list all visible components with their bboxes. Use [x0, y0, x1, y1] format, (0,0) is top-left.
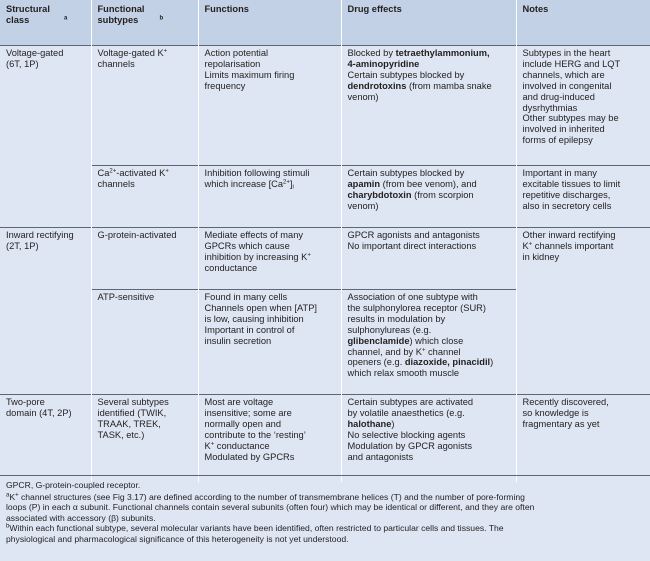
cell-notes: [516, 395, 650, 482]
cell-drug-effects: [341, 228, 516, 290]
text-segment: ATP-sensitive: [97, 292, 155, 302]
structural-class-line: domain (4T, 2P): [6, 407, 72, 418]
cell-notes-line: [523, 230, 647, 241]
cell-drug-effects-line: [348, 81, 512, 92]
cell-functional-subtype: [91, 166, 198, 228]
cell-notes: [516, 290, 650, 395]
text-segment: identified (TWIK,: [97, 407, 167, 418]
cell-functions: [198, 290, 341, 395]
cell-notes-line: [523, 419, 647, 430]
cell-functions-line: [205, 452, 337, 463]
text-segment: Voltage-gated K: [97, 48, 164, 58]
cell-functions-line: [205, 314, 337, 325]
table-row: [0, 46, 650, 166]
text-segment: channels: [97, 58, 135, 69]
cell-drug-effects-line: [348, 452, 512, 463]
text-segment: Certain subtypes are activated: [347, 397, 474, 407]
header-notes: Notes: [516, 0, 650, 46]
cell-drug-effects-line: [348, 92, 512, 103]
cell-functions-line: [205, 48, 337, 59]
cell-drug-effects-line: [348, 70, 512, 81]
cell-drug-effects: [341, 290, 516, 395]
text-segment: Ca: [97, 168, 110, 178]
cell-notes-line: [523, 59, 647, 70]
text-segment: frequency: [204, 80, 246, 91]
cell-drug-effects-line: [348, 368, 512, 379]
subscript: i: [292, 184, 294, 191]
text-segment: venom): [347, 91, 379, 102]
cell-notes-line: [523, 135, 647, 146]
text-segment: -activated K: [116, 168, 166, 178]
text-segment: GPCRs which cause: [204, 240, 290, 251]
cell-functional-subtype-line: [98, 179, 194, 190]
cell-functions-line: [205, 292, 337, 303]
footnote-line: [6, 534, 646, 545]
cell-structural-class: [0, 228, 91, 290]
cell-functions-line: [205, 70, 337, 81]
cell-functional-subtype-line: [98, 430, 194, 441]
footnote-line: [6, 502, 646, 513]
text-segment: which increase [Ca: [204, 178, 284, 189]
cell-drug-effects-line: [348, 168, 512, 179]
text-segment: 4-aminopyridine: [347, 58, 420, 69]
text-segment: results in modulation by: [347, 313, 446, 324]
cell-structural-class: [0, 166, 91, 228]
text-segment: fragmentary as yet: [522, 418, 600, 429]
cell-notes-line: [523, 252, 647, 263]
superscript: +: [15, 492, 19, 499]
text-segment: K: [204, 440, 211, 451]
cell-notes-line: [523, 81, 647, 92]
cell-notes-line: [523, 103, 647, 114]
text-segment: (from mamba snake: [406, 80, 492, 91]
text-segment: venom): [347, 200, 379, 211]
superscript: +: [421, 347, 426, 354]
text-segment: inhibition by increasing K: [204, 251, 308, 262]
cell-functional-subtype-line: [98, 397, 194, 408]
text-segment: channel, and by K: [347, 346, 422, 357]
cell-functional-subtype: [91, 395, 198, 482]
cell-functions-line: [205, 59, 337, 70]
footnote-line: [6, 513, 646, 524]
table-row: [0, 228, 650, 290]
text-segment: repetitive discharges,: [522, 189, 611, 200]
cell-notes-line: [523, 48, 647, 59]
text-segment: associated with accessory (β) subunits.: [6, 512, 156, 523]
cell-notes-line: [523, 168, 647, 179]
cell-functions-line: [205, 168, 337, 179]
cell-functions-line: [205, 263, 337, 274]
text-segment: Subtypes in the heart: [522, 48, 611, 58]
cell-functions-line: [205, 241, 337, 252]
cell-drug-effects-line: [348, 190, 512, 201]
text-segment: charybdotoxin: [347, 189, 412, 200]
cell-functions-line: [205, 230, 337, 241]
text-segment: so knowledge is: [522, 407, 589, 418]
text-segment: Channels open when [ATP]: [204, 302, 317, 313]
cell-notes-line: [523, 201, 647, 212]
cell-drug-effects-line: [348, 419, 512, 430]
text-segment: channel: [425, 346, 461, 357]
cell-functions-line: [205, 397, 337, 408]
text-segment: Inhibition following stimuli: [204, 168, 310, 178]
cell-drug-effects-line: [348, 336, 512, 347]
cell-drug-effects-line: [348, 303, 512, 314]
cell-drug-effects-line: [348, 48, 512, 59]
text-segment: Action potential: [204, 48, 269, 58]
cell-functions-line: [205, 325, 337, 336]
text-segment: Limits maximum firing: [204, 69, 295, 80]
text-segment: in kidney: [522, 251, 560, 262]
text-segment: channels important: [532, 240, 614, 251]
cell-notes-line: [523, 70, 647, 81]
text-segment: by volatile anaesthetics (e.g.: [347, 407, 465, 418]
text-segment: Recently discovered,: [522, 397, 609, 407]
cell-drug-effects-line: [348, 441, 512, 452]
text-segment: normally open and: [204, 418, 281, 429]
text-segment: contribute to the ‘resting’: [204, 429, 306, 440]
cell-notes-line: [523, 124, 647, 135]
text-segment: and antagonists: [347, 451, 414, 462]
superscript: +: [163, 48, 168, 55]
text-segment: K: [522, 240, 529, 251]
cell-drug-effects-line: [348, 59, 512, 70]
cell-functions-line: [205, 419, 337, 430]
text-segment: diazoxide, pinacidil: [404, 357, 491, 368]
text-segment: forms of epilepsy: [522, 135, 593, 146]
cell-notes-line: [523, 241, 647, 252]
text-segment: insulin secretion: [204, 335, 272, 346]
cell-functions: [198, 46, 341, 166]
cell-structural-class: [0, 395, 91, 482]
text-segment: insensitive; some are: [204, 407, 292, 418]
text-segment: tetraethylammonium,: [395, 48, 490, 58]
cell-functions-line: [205, 303, 337, 314]
text-segment: channel structures (see Fig 3.17) are defined according to the number of transmembrane helices (T) and the number of pore-forming: [18, 491, 525, 502]
text-segment: Mediate effects of many: [204, 230, 304, 240]
text-segment: ]: [289, 178, 293, 189]
text-segment: Within each functional subtype, several molecular variants have been identified, often restricted to particular cells and tissues. The: [9, 523, 504, 534]
text-segment: the sulphonylorea receptor (SUR): [347, 302, 486, 313]
text-segment: Several subtypes: [97, 397, 169, 407]
text-segment: sulphonylureas (e.g.: [347, 324, 432, 335]
text-segment: Other subtypes may be: [522, 113, 619, 124]
cell-drug-effects-line: [348, 325, 512, 336]
text-segment: Important in control of: [204, 324, 295, 335]
text-segment: Most are voltage: [204, 397, 274, 407]
cell-drug-effects-line: [348, 241, 512, 252]
cell-functional-subtype-line: [98, 168, 194, 179]
text-segment: apamin: [347, 178, 381, 189]
cell-functional-subtype-line: [98, 59, 194, 70]
header-structural-class: Structural class $^a$: [0, 0, 91, 46]
text-segment: Certain subtypes blocked by: [347, 168, 465, 178]
text-segment: No selective blocking agents: [347, 429, 466, 440]
text-segment: G-protein-activated: [97, 230, 177, 240]
cell-functional-subtype-line: [98, 230, 194, 241]
header-row: [0, 0, 650, 46]
text-segment: glibenclamide: [347, 335, 410, 346]
cell-notes-line: [523, 190, 647, 201]
text-segment: (from scorpion: [411, 189, 474, 200]
cell-functional-subtype: [91, 46, 198, 166]
cell-functional-subtype: [91, 228, 198, 290]
cell-drug-effects-line: [348, 314, 512, 325]
header-functions: Functions: [198, 0, 341, 46]
cell-drug-effects: [341, 46, 516, 166]
cell-functions-line: [205, 336, 337, 347]
cell-functional-subtype: [91, 290, 198, 395]
text-segment: also in secretory cells: [522, 200, 612, 211]
structural-class-line: (6T, 1P): [6, 58, 39, 69]
text-segment: physiological and pharmacological significance of this heterogeneity is not yet understood.: [6, 533, 349, 544]
cell-notes-line: [523, 408, 647, 419]
text-segment: dysrhythmias: [522, 102, 578, 113]
text-segment: TRAAK, TREK,: [97, 418, 161, 429]
cell-drug-effects-line: [348, 292, 512, 303]
structural-class-line: Inward rectifying: [6, 230, 74, 240]
text-segment: channels: [97, 178, 135, 189]
text-segment: Found in many cells: [204, 292, 288, 302]
cell-functional-subtype-line: [98, 48, 194, 59]
cell-drug-effects: [341, 395, 516, 482]
text-segment: Blocked by: [347, 48, 396, 58]
cell-notes: [516, 46, 650, 166]
structural-class-line: (2T, 1P): [6, 240, 39, 251]
text-segment: GPCR agonists and antagonists: [347, 230, 480, 240]
text-segment: loops (P) in each α subunit. Functional channels contain several subunits (often four) which may be identical or different, and they are often: [6, 502, 535, 513]
text-segment: Other inward rectifying: [522, 230, 616, 240]
cell-notes-line: [523, 113, 647, 124]
text-segment: halothane: [347, 418, 392, 429]
text-segment: channels, which are: [522, 69, 605, 80]
cell-drug-effects-line: [348, 201, 512, 212]
cell-notes-line: [523, 397, 647, 408]
cell-functions-line: [205, 179, 337, 190]
cell-drug-effects-line: [348, 357, 512, 368]
superscript: +: [307, 252, 311, 259]
cell-functions-line: [205, 252, 337, 263]
cell-functions-line: [205, 408, 337, 419]
cell-functions-line: [205, 81, 337, 92]
text-segment: which relax smooth muscle: [347, 368, 460, 379]
cell-functional-subtype-line: [98, 419, 194, 430]
header-drug-effects: Drug effects: [341, 0, 516, 46]
superscript: 2+: [109, 168, 117, 175]
footnote-line: [6, 480, 646, 491]
table-row: [0, 395, 650, 482]
superscript: +: [210, 441, 215, 448]
text-segment: involved in inherited: [522, 124, 605, 135]
cell-functions-line: [205, 441, 337, 452]
cell-drug-effects-line: [348, 347, 512, 358]
superscript: 2+: [283, 179, 290, 186]
cell-notes: [516, 166, 650, 228]
superscript: a: [6, 492, 10, 499]
cell-drug-effects-line: [348, 179, 512, 190]
text-segment: conductance: [204, 262, 258, 273]
cell-notes-line: [523, 179, 647, 190]
cell-functions-line: [205, 430, 337, 441]
superscript: +: [528, 241, 533, 248]
text-segment: dendrotoxins: [347, 80, 407, 91]
cell-structural-class: [0, 46, 91, 166]
text-segment: No important direct interactions: [347, 240, 477, 251]
text-segment: K: [9, 491, 16, 502]
cell-drug-effects-line: [348, 230, 512, 241]
text-segment: is low, causing inhibition: [204, 313, 304, 324]
text-segment: Certain subtypes blocked by: [347, 69, 465, 80]
text-segment: ) which close: [409, 335, 464, 346]
text-segment: Association of one subtype with: [347, 292, 478, 302]
superscript: b: [6, 523, 10, 530]
table-row: [0, 166, 650, 228]
text-segment: involved in congenital: [522, 80, 612, 91]
structural-class-line: Two-pore: [6, 397, 45, 407]
table-row: [0, 290, 650, 395]
cell-drug-effects-line: [348, 397, 512, 408]
footnote-line: [6, 492, 646, 503]
text-segment: ): [490, 357, 494, 368]
cell-drug-effects-line: [348, 408, 512, 419]
cell-functional-subtype-line: [98, 408, 194, 419]
superscript: +: [165, 168, 169, 175]
text-segment: TASK, etc.): [97, 429, 145, 440]
cell-functions: [198, 166, 341, 228]
text-segment: and drug-induced: [522, 91, 595, 102]
cell-notes: [516, 228, 650, 290]
cell-notes-line: [523, 92, 647, 103]
structural-class-line: Voltage-gated: [6, 48, 64, 58]
text-segment: Modulated by GPCRs: [204, 451, 295, 462]
text-segment: conductance: [214, 440, 270, 451]
cell-functions: [198, 228, 341, 290]
text-segment: GPCR, G-protein-coupled receptor.: [6, 480, 141, 490]
cell-functional-subtype-line: [98, 292, 194, 303]
text-segment: (from bee venom), and: [380, 178, 477, 189]
cell-structural-class: [0, 290, 91, 395]
text-segment: ): [391, 418, 395, 429]
header-functional-subtypes: Functional subtypes $^b$: [91, 0, 198, 46]
cell-drug-effects: [341, 166, 516, 228]
text-segment: include HERG and LQT: [522, 58, 621, 69]
cell-functions: [198, 395, 341, 482]
footnote-line: [6, 523, 646, 534]
text-segment: repolarisation: [204, 58, 261, 69]
table-footnotes: [0, 475, 650, 545]
text-segment: excitable tissues to limit: [522, 178, 621, 189]
text-segment: openers (e.g.: [347, 357, 405, 368]
cell-drug-effects-line: [348, 430, 512, 441]
text-segment: Modulation by GPCR agonists: [347, 440, 473, 451]
text-segment: Important in many: [522, 168, 597, 178]
